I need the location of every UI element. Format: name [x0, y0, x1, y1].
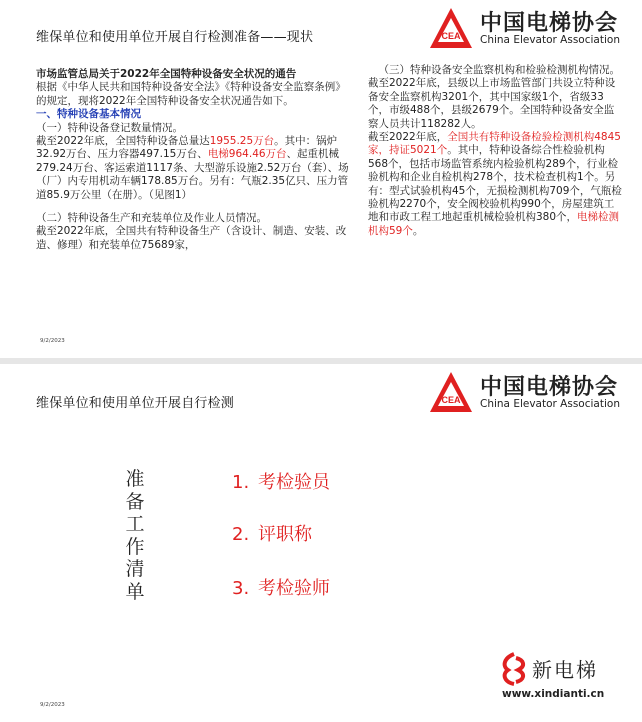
- notice-right-column: [368, 64, 624, 238]
- cea-logo: [428, 370, 628, 418]
- subsection-3: （三）特种设备安全监察机构和检验检测机构情况。: [378, 64, 620, 76]
- vertical-char: 备: [125, 490, 145, 513]
- paragraph-units: 截至2022年底，全国共有特种设备生产（含设计、制造、安装、改造、修理）和充装单位75689家，: [36, 225, 347, 251]
- slide-title: 维保单位和使用单位开展自行检测: [36, 396, 235, 411]
- xindianti-logo: [498, 650, 628, 714]
- slide-2: [0, 364, 642, 722]
- list-number: 3.: [232, 578, 250, 599]
- slide-title: 维保单位和使用单位开展自行检测准备——现状: [36, 30, 314, 45]
- vertical-char: 工: [125, 513, 145, 535]
- subsection-2: （二）特种设备生产和充装单位及作业人员情况。: [36, 212, 267, 225]
- list-item: [232, 574, 330, 600]
- vertical-char: 清: [125, 558, 145, 580]
- svg-text:CEA: CEA: [441, 395, 461, 405]
- svg-text:CEA: CEA: [441, 31, 461, 41]
- logo-chinese-name: 中国电梯协会: [480, 11, 619, 36]
- slide-date: 9/2/2023: [40, 702, 65, 708]
- cea-logo: [428, 6, 628, 54]
- text-span: 截至2022年底，: [368, 131, 448, 144]
- text-span: 截至2022年底，全国特种设备总量达: [36, 135, 210, 148]
- list-item: [232, 520, 312, 546]
- paragraph-supervision: 截至2022年底，县级以上市场监管部门共设立特种设备安全监察机构3201个，其中国家级1个，省级33个，市级488个，县级2679个。全国特种设备安全监察人员共计118282人。: [368, 77, 616, 130]
- slide-1: [0, 0, 642, 358]
- text-span: 、起重机械279.24万台、客运索道1117条、大型游乐设施2.52万台（套）、场（厂）内专用机动车辆178.85万台。另有：气瓶2.35亿只、压力管道85.9万公里（在册）。（见图1）: [36, 148, 349, 201]
- highlight-inspection-bodies: 全国共有特种设备检验检测机构4845家，持证5021个: [368, 131, 621, 157]
- text-span: 。其中，特种设备综合性检验机构568个，包括市场监管系统内检验机构289个，行业检验机构和企业自检机构278个，技术检查机构1个。另有：型式试验机构45个，无损检测机构709个，气瓶检验机构2270个，安全阀校验机构990个，房屋建筑工地和市政工程工地起重机械检验机构380个，: [368, 144, 622, 224]
- vertical-char: 准: [125, 468, 145, 490]
- vertical-label: [124, 468, 146, 603]
- list-text: 考检验师: [258, 578, 330, 599]
- footer-brand-name: 新电梯: [532, 658, 598, 682]
- notice-heading: 市场监管总局关于2022年全国特种设备安全状况的通告: [36, 68, 297, 80]
- list-number: 2.: [232, 524, 250, 545]
- section-heading: 一、特种设备基本情况: [36, 108, 141, 121]
- highlight-elevators: 电梯964.46万台: [207, 148, 287, 161]
- cea-triangle-icon: [428, 6, 474, 52]
- paragraph-inspection: [368, 131, 624, 238]
- logo-english-name: China Elevator Association: [480, 398, 620, 410]
- highlight-total: 1955.25万台: [209, 135, 275, 148]
- cea-triangle-icon: [428, 370, 474, 416]
- highlight-elevator-testing: 电梯检测机构59个: [368, 211, 620, 237]
- logo-english-name: China Elevator Association: [480, 34, 620, 46]
- list-item: [232, 468, 330, 494]
- notice-intro: 根据《中华人民共和国特种设备安全法》《特种设备安全监察条例》的规定，现将2022年全国特种设备安全状况通告如下。: [36, 81, 346, 107]
- text-span: 。其中：锅炉32.92万台、压力容器497.15万台、: [36, 135, 338, 161]
- list-text: 评职称: [258, 524, 312, 545]
- notice-left-column: [36, 68, 352, 252]
- slide-date: 9/2/2023: [40, 338, 65, 344]
- vertical-char: 单: [125, 580, 145, 603]
- subsection-1: （一）特种设备登记数量情况。: [36, 121, 183, 134]
- list-text: 考检验员: [258, 472, 330, 493]
- paragraph-registration: [36, 135, 352, 202]
- xindianti-mark-icon: [498, 652, 530, 686]
- text-span: 。: [412, 224, 424, 237]
- vertical-char: 作: [125, 535, 145, 558]
- list-number: 1.: [232, 472, 250, 493]
- logo-chinese-name: 中国电梯协会: [480, 375, 619, 400]
- footer-website: www.xindianti.cn: [502, 688, 605, 700]
